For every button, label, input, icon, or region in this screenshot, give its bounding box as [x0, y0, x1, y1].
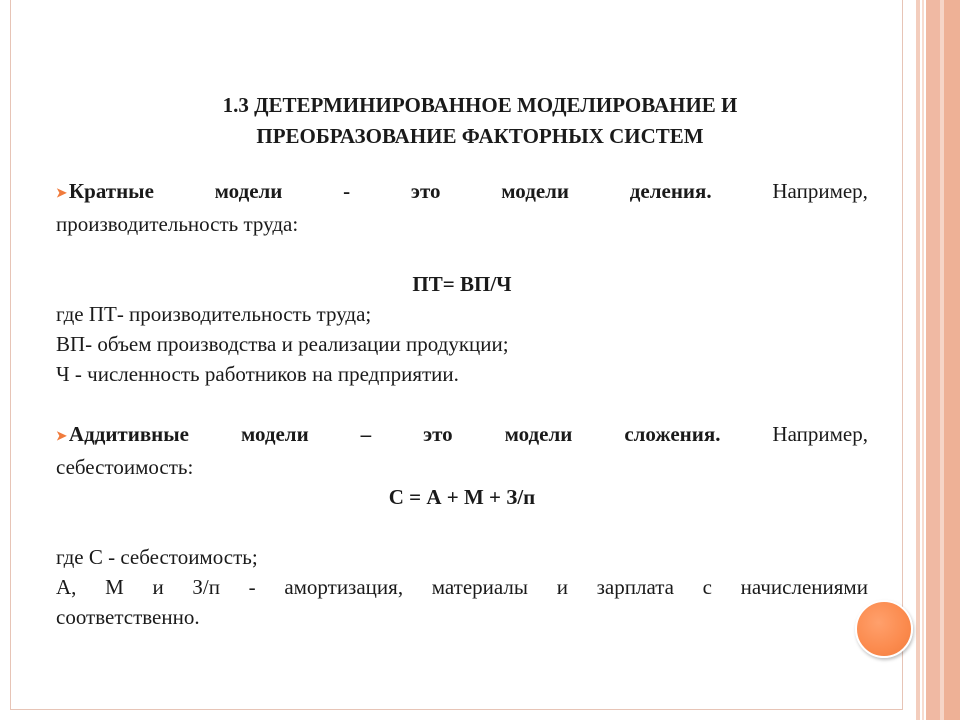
formula-cost: С = А + М + З/п [388, 485, 536, 509]
word: - [343, 179, 351, 203]
stripe [922, 0, 924, 720]
word: деления. [629, 179, 712, 203]
definition-line: где С - себестоимость; [56, 545, 258, 569]
word: начислениями [740, 575, 868, 599]
spacer [56, 239, 868, 269]
word: и [556, 575, 568, 599]
arrowhead-bullet-icon: ➤ [56, 428, 67, 443]
word: З/п [192, 575, 220, 599]
block1-term [56, 176, 154, 209]
word: модели [240, 422, 309, 446]
word: М [105, 575, 124, 599]
word: это [410, 179, 441, 203]
word: модели [214, 179, 283, 203]
word: с [702, 575, 712, 599]
word: Например, [772, 179, 868, 203]
slide-content [56, 176, 868, 632]
stripe [944, 0, 960, 720]
definition-line: где ПТ- производительность труда; [56, 302, 372, 326]
stripe [926, 0, 940, 720]
word: – [360, 422, 372, 446]
word: Например, [772, 422, 868, 446]
spacer [56, 512, 868, 542]
definition-line: Ч - численность работников на предприятии. [56, 362, 459, 386]
word: модели [504, 422, 573, 446]
formula-productivity: ПТ= ВП/Ч [412, 272, 512, 296]
stripe [916, 0, 920, 720]
slide-title [120, 90, 840, 152]
word: амортизация, [284, 575, 404, 599]
block2-second-line: себестоимость: [56, 455, 194, 479]
word: это [423, 422, 453, 446]
block1-first-line [56, 176, 868, 209]
spacer [56, 389, 868, 419]
title-line-2: ПРЕОБРАЗОВАНИЕ ФАКТОРНЫХ СИСТЕМ [256, 124, 704, 148]
block2-term [56, 419, 189, 452]
word: модели [501, 179, 570, 203]
word: Аддитивные [68, 422, 189, 446]
block2-first-line [56, 419, 868, 452]
definition-justified-line [56, 572, 868, 602]
arrowhead-bullet-icon: ➤ [56, 185, 67, 200]
definition-line: соответственно. [56, 605, 200, 629]
word: сложения. [624, 422, 721, 446]
word: А, [56, 575, 77, 599]
word: Кратные [68, 179, 154, 203]
title-line-1: 1.3 ДЕТЕРМИНИРОВАННОЕ МОДЕЛИРОВАНИЕ И [222, 93, 738, 117]
word: материалы [431, 575, 529, 599]
definition-line: ВП- объем производства и реализации продукции; [56, 332, 509, 356]
word: зарплата [596, 575, 674, 599]
decorative-stripes [916, 0, 960, 720]
block1-second-line: производительность труда: [56, 212, 299, 236]
word: и [152, 575, 164, 599]
word: - [248, 575, 256, 599]
